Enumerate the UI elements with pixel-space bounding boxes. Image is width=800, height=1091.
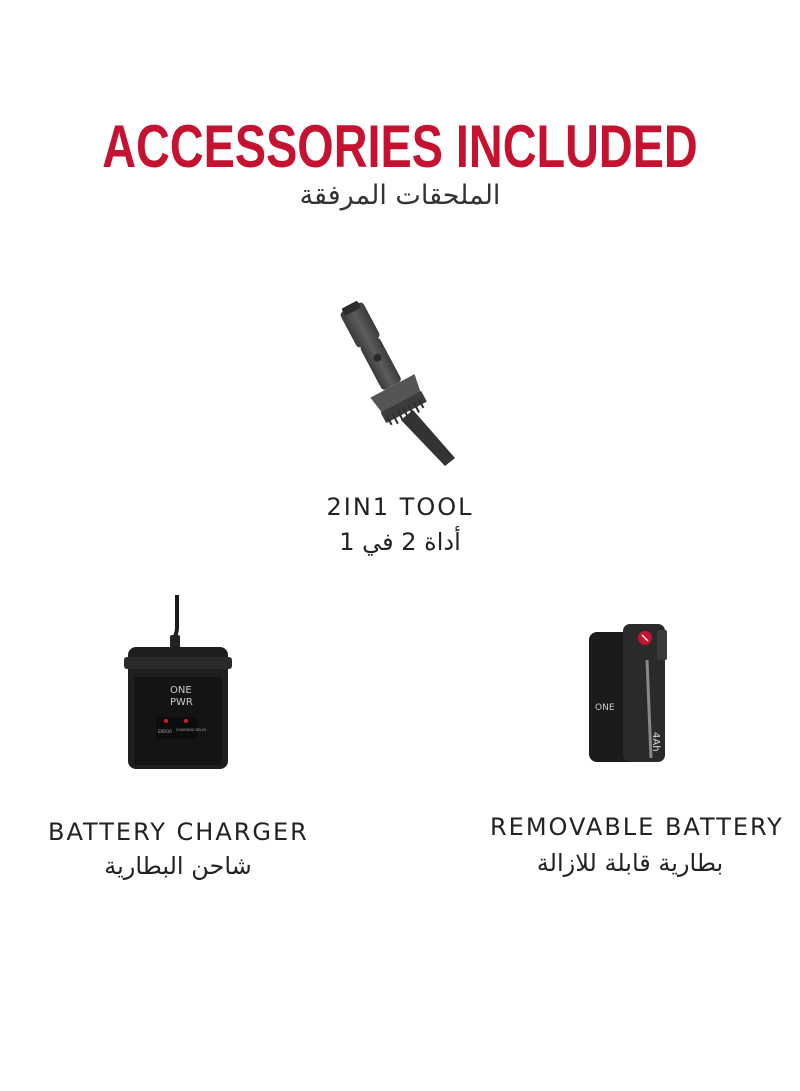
battery-image (585, 620, 670, 765)
charger-logo-one: ONE (170, 685, 192, 696)
charger-logo-pwr: PWR (170, 697, 193, 708)
page-subtitle-arabic: الملحقات المرفقة (299, 180, 501, 211)
battery-name-en: REMOVABLE BATTERY (490, 813, 784, 841)
charger-image (120, 595, 235, 770)
battery-name-ar: بطارية قابلة للازالة (536, 849, 724, 877)
tool-name-en: 2IN1 TOOL (326, 493, 474, 521)
battery-logo: ONE (595, 703, 615, 713)
battery-capacity: 4Ah (650, 732, 661, 752)
tool-image (335, 290, 465, 470)
charger-led-error-label: ERROR (158, 729, 173, 734)
charger-led-charging-label: CHARGING DELAY (176, 728, 207, 732)
page-title: ACCESSORIES INCLUDED (102, 113, 698, 180)
charger-name-en: BATTERY CHARGER (48, 818, 309, 846)
tool-name-ar: أداة 2 في 1 (339, 528, 461, 556)
charger-name-ar: شاحن البطارية (104, 852, 252, 880)
